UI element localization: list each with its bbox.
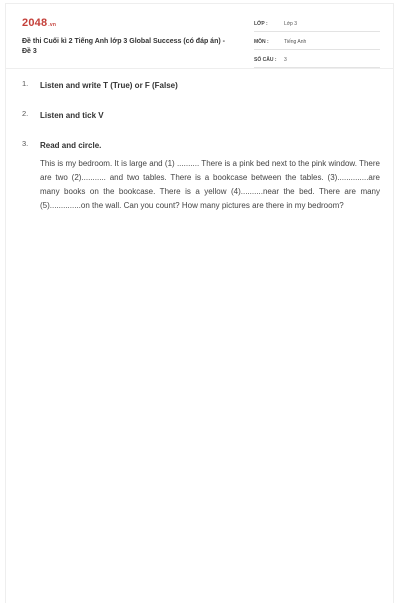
meta-row-grade (254, 17, 380, 32)
meta-info (254, 17, 380, 71)
reading-passage: This is my bedroom. It is large and (1) .......... There is a pink bed next to the pink window. There are two (2)........... and two tables. There is a bookcase between the tables. (3)..............are many books on the bookcase. There is a yellow (4)..........near the bed. There are many (5)..............on the wall. Can you count? How many pictures are there in my bedroom? (40, 159, 380, 210)
meta-label: LỚP : (254, 21, 268, 27)
meta-row-subject (254, 35, 380, 50)
question-number: 3. (22, 139, 29, 148)
site-logo[interactable] (22, 17, 56, 29)
meta-label: MÔN : (254, 39, 269, 45)
meta-value: Tiếng Anh (284, 39, 307, 45)
question-item (22, 139, 382, 213)
worksheet-header (6, 4, 393, 69)
question-list (22, 79, 382, 232)
question-number: 1. (22, 79, 29, 88)
question-prompt: Read and circle. (40, 141, 102, 150)
meta-row-question-count (254, 53, 380, 68)
logo-main-text: 2048 (22, 17, 48, 29)
question-prompt: Listen and write T (True) or F (False) (40, 81, 178, 90)
question-item (22, 109, 382, 123)
worksheet-page (5, 3, 394, 603)
question-prompt: Listen and tick V (40, 111, 104, 120)
logo-tld-text: .vn (48, 22, 57, 28)
question-item (22, 79, 382, 93)
meta-value: Lớp 3 (284, 21, 298, 27)
question-number: 2. (22, 109, 29, 118)
meta-label: SỐ CÂU : (254, 57, 277, 63)
document-title: Đề thi Cuối kì 2 Tiếng Anh lớp 3 Global Success (có đáp án) - Đề 3 (22, 38, 225, 55)
meta-value: 3 (284, 57, 287, 63)
